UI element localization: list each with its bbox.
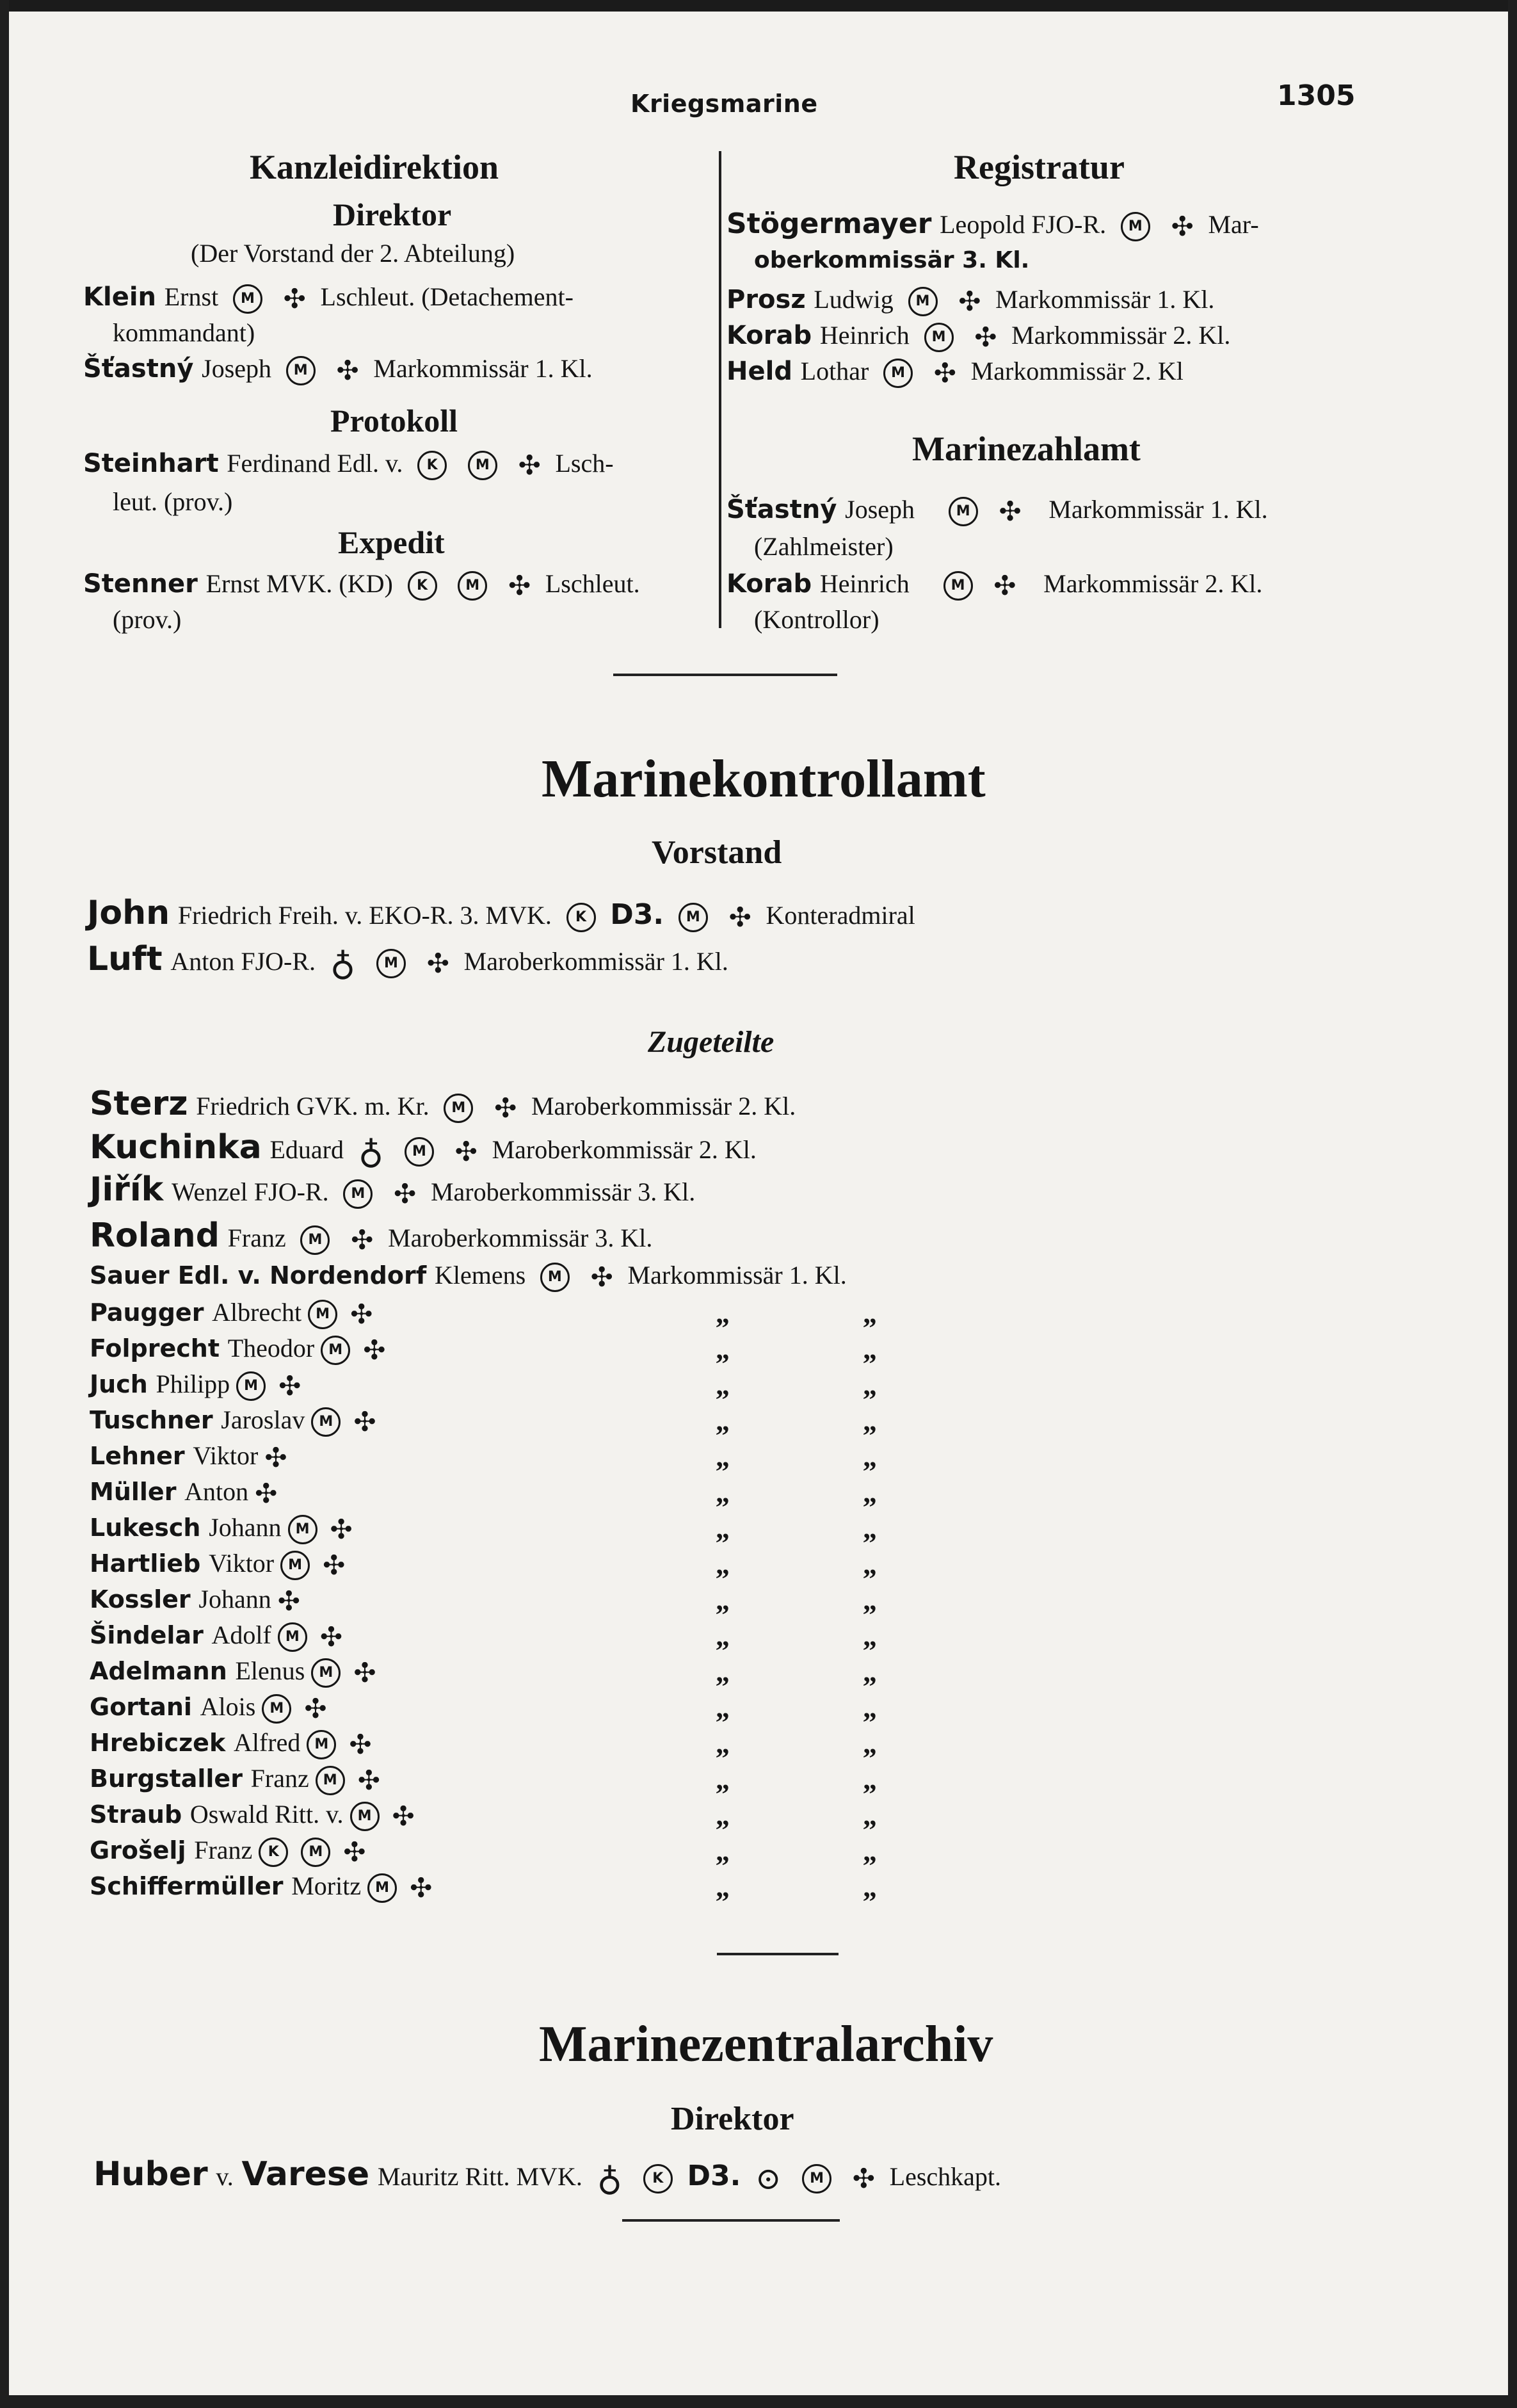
k-badge-icon: K [566,903,596,932]
ditto-mark: „ [716,1800,730,1831]
ditto-mark: „ [863,1513,877,1544]
ditto-mark: „ [863,1441,877,1473]
cross-decoration-icon: ✣ [974,321,997,353]
cross-decoration-icon: ✣ [993,570,1016,601]
entry-stastny [83,353,593,385]
cross-decoration-icon: ✣ [349,1729,372,1760]
m-badge-icon: M [540,1263,570,1292]
entry-rank: Markommissär 1. Kl. [1048,495,1268,524]
entry-surname: Roland [90,1216,220,1255]
entry-john [87,894,915,932]
k-badge-icon: K [259,1838,288,1867]
ditto-mark: „ [716,1620,730,1652]
ditto-mark: „ [716,1585,730,1616]
entry-surname: Gortani [90,1693,192,1721]
m-badge-icon: M [286,356,316,385]
entry-rank: Leschkapt. [889,2162,1002,2191]
m-badge-icon: M [405,1137,434,1167]
entry-folprecht [90,1333,392,1365]
entry-particle: v. [216,2162,234,2191]
registratur-heading: Registratur [954,148,1125,186]
entry-surname: Kossler [90,1585,191,1613]
cross-decoration-icon: ✣ [330,1514,353,1545]
entry-rank: Maroberkommissär 3. Kl. [430,1177,696,1206]
entry-adelmann [90,1656,383,1688]
cross-decoration-icon: ✣ [852,2163,875,2194]
entry-surname: Lehner [90,1442,185,1470]
entry-lehner [90,1441,294,1471]
entry-rank-cont: oberkommissär 3. Kl. [754,247,1030,273]
cross-decoration-icon: ✣ [277,1585,300,1617]
bell-decoration-icon: ♁ [330,943,356,983]
zentralarchiv-heading: Marinezentralarchiv [539,2016,993,2073]
entry-firstname: Jaroslav [221,1405,305,1434]
ditto-mark: „ [863,1298,877,1329]
ditto-mark: „ [716,1549,730,1580]
entry-groselj [90,1835,372,1867]
cross-decoration-icon: ✣ [508,570,531,601]
entry-firstname: Anton [184,1477,249,1506]
entry-surname: Tuschner [90,1406,213,1434]
entry-surname: Luft [87,940,163,978]
cross-decoration-icon: ✣ [319,1621,343,1652]
entry-d3: D3. [687,2160,741,2192]
entry-firstname: Anton FJO-R. [170,947,316,976]
entry-surname: Korab [726,569,812,599]
cross-decoration-icon: ✣ [255,1478,278,1509]
entry-rank: Markommissär 1. Kl. [627,1261,847,1289]
cross-decoration-icon: ✣ [518,449,541,481]
cross-decoration-icon: ✣ [350,1298,373,1330]
entry-firstname: Viktor [209,1549,275,1578]
entry-burgstaller [90,1763,387,1795]
cross-decoration-icon: ✣ [323,1549,346,1581]
entry-luft [87,940,728,981]
cross-decoration-icon: ✣ [363,1334,386,1366]
entry-firstname: Joseph [202,354,272,383]
entry-surname: Šindelar [90,1621,204,1649]
ditto-mark: „ [863,1549,877,1580]
kanzlei-heading: Kanzleidirektion [250,148,499,186]
entry-firstname: Adolf [211,1620,271,1649]
entry-kuchinka [90,1128,757,1172]
m-badge-icon: M [367,1873,397,1903]
cross-decoration-icon: ✣ [410,1872,433,1903]
bell-decoration-icon: ♁ [597,2158,623,2199]
entry-rank-cont: (prov.) [113,605,182,634]
m-badge-icon: M [883,359,913,388]
entry-surname: Folprecht [90,1334,220,1362]
m-badge-icon: M [444,1094,473,1123]
entry-firstname: Wenzel FJO-R. [171,1177,329,1206]
m-badge-icon: M [307,1730,336,1759]
entry-role: (Zahlmeister) [754,532,894,561]
entry-huber [93,2155,1002,2199]
ditto-mark: „ [863,1334,877,1365]
entry-surname: Grošelj [90,1836,186,1864]
entry-firstname: Heinrich [819,569,910,598]
cross-decoration-icon: ✣ [278,1370,301,1402]
ditto-mark: „ [863,1836,877,1867]
section-divider [622,2219,840,2222]
m-badge-icon: M [908,287,938,316]
entry-surname: Klein [83,282,157,312]
entry-stoegermayer [726,207,1259,241]
entry-rank: Markommissär 2. Kl. [1011,321,1231,350]
entry-jirik [90,1170,695,1209]
entry-firstname: Franz [250,1764,309,1793]
entry-firstname: Moritz [291,1871,362,1900]
entry-zahl-stastny [726,494,1268,526]
entry-surname: Adelmann [90,1657,227,1685]
entry-surname: Stögermayer [726,207,932,240]
m-badge-icon: M [321,1336,350,1365]
entry-surname: Šťastný [726,495,837,524]
ditto-mark: „ [716,1656,730,1688]
entry-firstname: Lothar [800,357,869,385]
entry-rank: Markommissär 2. Kl. [1043,569,1263,598]
entry-straub [90,1799,421,1831]
entry-firstname: Albrecht [212,1298,302,1327]
entry-role: (Kontrollor) [754,605,879,634]
entry-d3: D3. [610,898,664,931]
entry-surname: Straub [90,1800,182,1829]
entry-rank: Maroberkommissär 2. Kl. [492,1135,757,1164]
m-badge-icon: M [308,1300,337,1329]
m-badge-icon: M [233,284,262,314]
entry-rank-cont: kommandant) [113,318,255,347]
cross-decoration-icon: ✣ [353,1657,376,1688]
m-badge-icon: M [1121,212,1150,241]
entry-firstname: Alfred [233,1728,301,1757]
kanzlei-direktor-label: Direktor [333,197,452,232]
entry-firstname: Philipp [156,1370,230,1398]
entry-firstname: Johann [209,1513,282,1542]
zahlamt-heading: Marinezahlamt [912,430,1141,468]
ditto-mark: „ [716,1405,730,1437]
entry-surname: Schiffermüller [90,1872,284,1900]
entry-firstname: Friedrich GVK. m. Kr. [196,1092,429,1120]
entry-sindelar [90,1620,349,1652]
m-badge-icon: M [316,1766,345,1795]
entry-mueller [90,1476,284,1507]
entry-firstname: Leopold FJO-R. [940,210,1107,239]
entry-gortani [90,1692,333,1724]
entry-firstname: Johann [198,1585,271,1613]
entry-surname: Müller [90,1478,177,1506]
entry-surname: Sterz [90,1085,188,1123]
entry-firstname: Franz [194,1836,253,1864]
m-badge-icon: M [311,1407,341,1437]
cross-decoration-icon: ✣ [336,355,359,386]
cross-decoration-icon: ✣ [958,286,981,317]
cross-decoration-icon: ✣ [353,1406,376,1437]
cross-decoration-icon: ✣ [426,948,449,979]
entry-paugger [90,1297,379,1329]
entry-firstname: Ferdinand Edl. v. [227,449,403,478]
entry-surname: Steinhart [83,449,219,478]
column-divider [719,151,721,628]
k-badge-icon: K [417,451,447,480]
m-badge-icon: M [468,451,497,480]
ditto-mark: „ [716,1298,730,1329]
m-badge-icon: M [300,1225,330,1255]
entry-surname: Hrebiczek [90,1729,226,1757]
m-badge-icon: M [343,1179,373,1209]
entry-surname: Prosz [726,285,806,314]
entry-juch [90,1369,307,1401]
entry-surname: Jiřík [90,1170,164,1209]
kontrollamt-vorstand-label: Vorstand [652,834,782,871]
cross-decoration-icon: ✣ [933,357,956,389]
cross-decoration-icon: ✣ [264,1442,287,1473]
ditto-mark: „ [863,1585,877,1616]
cross-decoration-icon: ✣ [357,1765,380,1796]
entry-rank: Markommissär 1. Kl. [373,354,593,383]
scan-border-right [1508,0,1517,2408]
cross-decoration-icon: ✣ [590,1261,613,1293]
m-badge-icon: M [288,1515,317,1544]
ditto-mark: „ [716,1513,730,1544]
running-title: Kriegsmarine [630,90,818,118]
m-badge-icon: M [236,1371,266,1401]
entry-surname: Paugger [90,1298,204,1327]
entry-klein [83,282,574,314]
ditto-mark: „ [716,1764,730,1795]
entry-rank: Lschleut. (Detachement- [320,282,574,311]
entry-lukesch [90,1512,359,1544]
k-badge-icon: K [408,571,437,601]
entry-surname: John [87,894,170,932]
ditto-mark: „ [716,1441,730,1473]
m-badge-icon: M [924,323,954,352]
entry-rank: Markommissär 2. Kl [970,357,1184,385]
bell-decoration-icon: ♁ [358,1131,384,1172]
ditto-mark: „ [863,1477,877,1508]
entry-surname: Stenner [83,569,198,599]
entry-surname: Huber [93,2155,208,2194]
cross-decoration-icon: ✣ [1171,211,1194,242]
m-badge-icon: M [943,571,973,601]
entry-firstname: Heinrich [819,321,910,350]
entry-firstname: Joseph [845,495,915,524]
entry-hartlieb [90,1548,351,1580]
m-badge-icon: M [678,903,708,932]
entry-roland [90,1216,652,1255]
cross-decoration-icon: ✣ [304,1693,327,1724]
ditto-mark: „ [863,1405,877,1437]
entry-rank: Markommissär 1. Kl. [995,285,1215,314]
entry-surname: Kuchinka [90,1128,262,1167]
expedit-label: Expedit [338,524,445,560]
ditto-mark: „ [863,1764,877,1795]
ditto-mark: „ [716,1477,730,1508]
ditto-mark: „ [716,1728,730,1759]
entry-steinhart [83,448,614,480]
zentralarchiv-direktor-label: Direktor [671,2101,794,2137]
m-badge-icon: M [350,1802,380,1831]
ditto-mark: „ [863,1370,877,1401]
entry-firstname: Oswald Ritt. v. [189,1800,344,1829]
entry-rank: Lsch- [555,449,614,478]
entry-firstname: Viktor [193,1441,259,1470]
entry-firstname: Mauritz Ritt. MVK. [377,2162,582,2191]
cross-decoration-icon: ✣ [283,283,306,314]
cross-decoration-icon: ✣ [394,1178,417,1209]
entry-schiffermueller [90,1871,438,1903]
entry-surname: Korab [726,321,812,350]
entry-surname: Juch [90,1370,148,1398]
entry-kossler [90,1584,307,1615]
ditto-mark: „ [863,1800,877,1831]
section-divider [717,1953,839,1955]
page-number: 1305 [1277,79,1356,112]
entry-firstname: Ludwig [814,285,894,314]
entry-rank: Maroberkommissär 1. Kl. [463,947,728,976]
m-badge-icon: M [301,1838,330,1867]
cross-decoration-icon: ✣ [351,1224,374,1256]
entry-hrebiczek [90,1727,378,1759]
cross-decoration-icon: ✣ [494,1092,517,1124]
ditto-mark: „ [863,1692,877,1724]
entry-surname: Held [726,357,792,386]
entry-prosz [726,284,1214,316]
kanzlei-direktor-note: (Der Vorstand der 2. Abteilung) [191,239,515,268]
entry-surname-2: Varese [241,2155,370,2194]
entry-rank: Konteradmiral [766,901,915,930]
entry-surname: Hartlieb [90,1549,201,1578]
entry-surname: Sauer Edl. v. Nordendorf [90,1261,427,1289]
entry-korab [726,320,1230,352]
cross-decoration-icon: ✣ [728,901,751,933]
protokoll-label: Protokoll [330,403,458,439]
entry-rank: Maroberkommissär 3. Kl. [388,1224,653,1252]
cross-decoration-icon: ✣ [343,1836,366,1868]
ditto-mark: „ [716,1836,730,1867]
m-badge-icon: M [376,949,406,978]
ditto-mark: „ [863,1728,877,1759]
entry-sauer [90,1260,847,1292]
ditto-mark: „ [863,1871,877,1903]
m-badge-icon: M [278,1622,307,1652]
m-badge-icon: M [311,1658,341,1688]
entry-firstname: Franz [227,1224,286,1252]
cross-decoration-icon: ✣ [999,496,1022,527]
section-divider [613,674,837,676]
ditto-mark: „ [716,1692,730,1724]
entry-firstname: Eduard [269,1135,344,1164]
entry-rank: Mar- [1208,210,1259,239]
m-badge-icon: M [458,571,487,601]
m-badge-icon: M [802,2164,831,2194]
entry-firstname: Elenus [235,1656,305,1685]
ditto-mark: „ [716,1871,730,1903]
entry-firstname: Friedrich Freih. v. EKO-R. 3. MVK. [177,901,552,930]
ditto-mark: „ [863,1620,877,1652]
cross-decoration-icon: ✣ [392,1800,415,1832]
ditto-mark: „ [716,1334,730,1365]
ditto-mark: „ [716,1370,730,1401]
zugeteilte-label: Zugeteilte [648,1025,775,1059]
entry-surname: Burgstaller [90,1765,243,1793]
cross-decoration-icon: ✣ [454,1136,478,1167]
ditto-mark: „ [863,1656,877,1688]
m-badge-icon: M [262,1694,291,1724]
m-badge-icon: M [949,497,978,526]
ring-decoration-icon: ⊙ [755,2161,782,2197]
entry-stenner [83,569,640,601]
entry-firstname: Klemens [434,1261,526,1289]
entry-rank-cont: leut. (prov.) [113,487,233,516]
entry-held [726,356,1184,388]
entry-firstname: Ernst [164,282,219,311]
kontrollamt-heading: Marinekontrollamt [542,749,986,809]
entry-zahl-korab [726,569,1262,601]
entry-rank: Lschleut. [545,569,640,598]
m-badge-icon: M [280,1551,310,1580]
scan-border-top [0,0,1517,12]
entry-firstname: Alois [200,1692,256,1721]
entry-tuschner [90,1405,383,1437]
scan-border-bottom [0,2395,1517,2408]
entry-firstname: Ernst MVK. (KD) [205,569,393,598]
entry-firstname: Theodor [227,1334,315,1362]
entry-surname: Šťastný [83,354,194,384]
entry-rank: Maroberkommissär 2. Kl. [531,1092,796,1120]
entry-sterz [90,1085,796,1123]
k-badge-icon: K [643,2164,673,2194]
entry-surname: Lukesch [90,1514,201,1542]
scan-border-left [0,0,9,2408]
